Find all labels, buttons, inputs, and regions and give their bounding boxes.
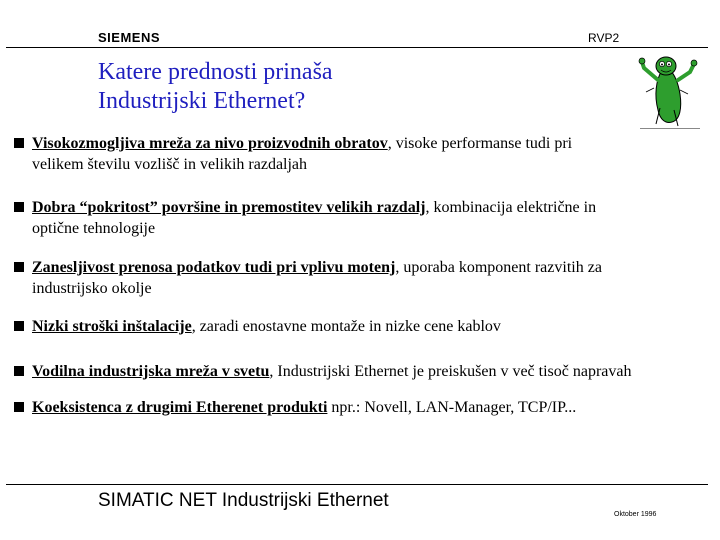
bullet-line-2: optične tehnologije — [32, 220, 156, 237]
bullet-marker — [14, 138, 24, 148]
green-cartoon-mascot-icon — [636, 50, 698, 128]
mascot-shadow — [640, 128, 700, 129]
bullet-bold: Dobra “pokritost” površine in premostitev velikih razdalj — [32, 199, 426, 216]
bullet-bold: Koeksistenca z drugimi Etherenet produkti — [32, 399, 328, 416]
bullet-bold: Visokozmogljiva mreža za nivo proizvodnih obratov — [32, 135, 388, 152]
bullet-text — [32, 397, 704, 418]
footer-divider — [6, 484, 708, 485]
footer-date: Oktober 1996 — [614, 511, 657, 518]
title-line-2: Industrijski Ethernet? — [98, 88, 306, 114]
bullet-rest: , visoke performanse tudi pri — [387, 135, 573, 152]
bullet-text — [32, 257, 704, 299]
bullet-bold: Zanesljivost prenosa podatkov tudi pri vplivu motenj — [32, 259, 396, 276]
bullet-text — [32, 361, 704, 382]
footer-title: SIMATIC NET Industrijski Ethernet — [98, 490, 389, 511]
siemens-logo: SIEMENS — [98, 30, 161, 45]
bullet-rest: npr.: Novell, LAN-Manager, TCP/IP... — [327, 399, 577, 416]
bullet-rest: , uporaba komponent razvitih za — [395, 259, 602, 276]
bullet-rest: , zaradi enostavne montaže in nizke cene kablov — [191, 318, 501, 335]
bullet-marker — [14, 321, 24, 331]
bullet-line-2: industrijsko okolje — [32, 280, 152, 297]
bullet-bold: Nizki stroški inštalacije — [32, 318, 192, 335]
bullet-rest: , Industrijski Ethernet je preiskušen v več tisoč napravah — [269, 363, 632, 380]
title-line-1: Katere prednosti prinaša — [98, 59, 333, 85]
header-divider — [6, 47, 708, 48]
bullet-marker — [14, 366, 24, 376]
bullet-text — [32, 316, 704, 337]
bullet-marker — [14, 202, 24, 212]
bullet-rest: , kombinacija električne in — [425, 199, 597, 216]
bullet-line-2: velikem številu vozlišč in velikih razdaljah — [32, 156, 308, 173]
bullet-bold: Vodilna industrijska mreža v svetu — [32, 363, 270, 380]
bullet-marker — [14, 262, 24, 272]
slide-code: RVP2 — [588, 31, 620, 45]
bullet-text — [32, 197, 704, 239]
slide-title — [98, 58, 333, 116]
bullet-text — [32, 133, 704, 175]
bullet-marker — [14, 402, 24, 412]
